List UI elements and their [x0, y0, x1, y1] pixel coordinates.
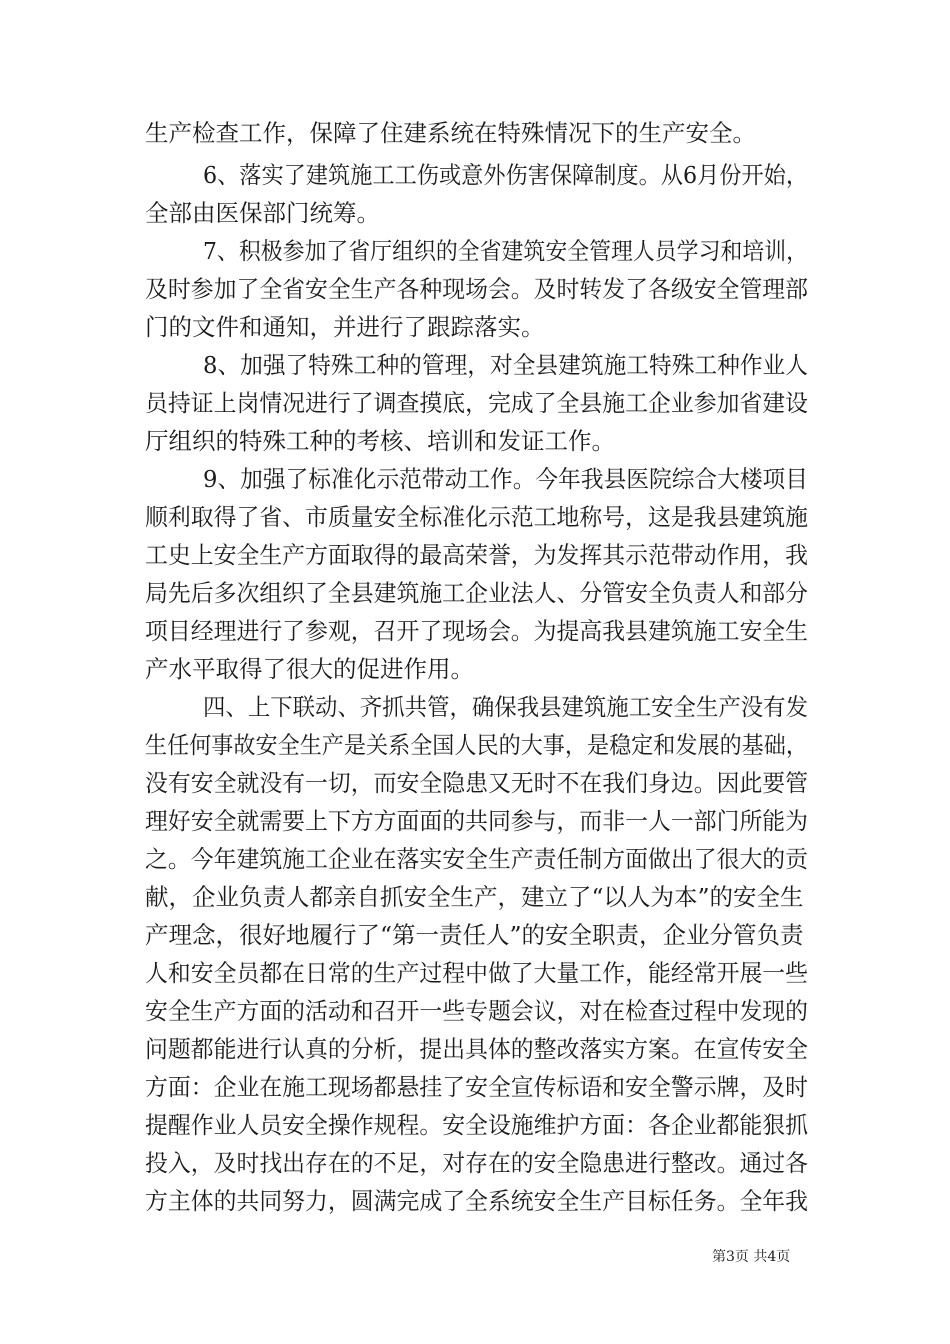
text-line-content: 方主体的共同努力，圆满完成了全系统安全生产目标任务。全年我 [145, 1187, 809, 1215]
text-line-content: 6、落实了建筑施工工伤或意外伤害保障制度。从6月份开始， [203, 161, 809, 189]
page-number: 第3页 共4页 [712, 1249, 791, 1265]
text-line-content: 之。今年建筑施工企业在落实安全生产责任制方面做出了很大的贡 [145, 845, 809, 873]
text-line-content: 提醒作业人员安全操作规程。安全设施维护方面：各企业都能狠抓 [145, 1111, 809, 1139]
text-line [0, 649, 950, 689]
text-line-content: 人和安全员都在日常的生产过程中做了大量工作，能经常开展一些 [145, 959, 809, 987]
text-line [0, 421, 950, 461]
text-line [0, 307, 950, 347]
page-footer [0, 1245, 950, 1269]
text-line-content: 没有安全就没有一切，而安全隐患又无时不在我们身边。因此要管 [145, 769, 809, 797]
text-line-content: 门的文件和通知，并进行了跟踪落实。 [145, 313, 545, 341]
text-line [0, 611, 950, 651]
text-line [0, 345, 950, 385]
text-line-content: 局先后多次组织了全县建筑施工企业法人、分管安全负责人和部分 [145, 579, 809, 607]
text-line [0, 1029, 950, 1069]
text-line [0, 915, 950, 955]
text-line [0, 459, 950, 499]
text-line-content: 献，企业负责人都亲自抓安全生产，建立了“以人为本”的安全生 [145, 883, 804, 911]
text-line [0, 1067, 950, 1107]
text-line [0, 573, 950, 613]
text-line-content: 及时参加了全省安全生产各种现场会。及时转发了各级安全管理部 [145, 275, 809, 303]
text-line [0, 991, 950, 1031]
text-line-content: 厅组织的特殊工种的考核、培训和发证工作。 [145, 427, 615, 455]
text-line-content: 工史上安全生产方面取得的最高荣誉，为发挥其示范带动作用，我 [145, 541, 809, 569]
text-line [0, 839, 950, 879]
text-line-content: 投入，及时找出存在的不足，对存在的安全隐患进行整改。通过各 [145, 1149, 809, 1177]
text-line-content: 项目经理进行了参观，召开了现场会。为提高我县建筑施工安全生 [145, 617, 809, 645]
text-line [0, 877, 950, 917]
text-line [0, 155, 950, 195]
text-line [0, 1105, 950, 1145]
text-line-content: 9、加强了标准化示范带动工作。今年我县医院综合大楼项目 [203, 465, 808, 493]
text-line [0, 383, 950, 423]
text-line-content: 方面：企业在施工现场都悬挂了安全宣传标语和安全警示牌，及时 [145, 1073, 809, 1101]
text-line [0, 725, 950, 765]
text-line-content: 员持证上岗情况进行了调查摸底，完成了全县施工企业参加省建设 [145, 389, 809, 417]
text-line [0, 269, 950, 309]
text-line-content: 8、加强了特殊工种的管理，对全县建筑施工特殊工种作业人 [203, 351, 808, 379]
text-line-content: 生任何事故安全生产是关系全国人民的大事，是稳定和发展的基础， [145, 731, 808, 759]
text-line-content: 理好安全就需要上下方方面面的共同参与，而非一人一部门所能为 [145, 807, 809, 835]
text-line-content: 产理念，很好地履行了“第一责任人”的安全职责，企业分管负责 [145, 921, 804, 949]
text-line-content: 全部由医保部门统筹。 [145, 199, 380, 227]
text-line-content: 安全生产方面的活动和召开一些专题会议，对在检查过程中发现的 [145, 997, 809, 1025]
text-line [0, 113, 950, 153]
text-line [0, 193, 950, 233]
text-line [0, 801, 950, 841]
text-line [0, 953, 950, 993]
text-line-content: 7、积极参加了省厅组织的全省建筑安全管理人员学习和培训， [203, 237, 809, 265]
text-line [0, 497, 950, 537]
text-line [0, 1181, 950, 1221]
text-line-content: 顺利取得了省、市质量安全标准化示范工地称号，这是我县建筑施 [145, 503, 809, 531]
text-line-content: 产水平取得了很大的促进作用。 [145, 655, 474, 683]
text-line [0, 763, 950, 803]
text-line [0, 535, 950, 575]
text-line-content: 问题都能进行认真的分析，提出具体的整改落实方案。在宣传安全 [145, 1035, 809, 1063]
text-line-content: 四、上下联动、齐抓共管，确保我县建筑施工安全生产没有发 [203, 693, 808, 721]
text-line [0, 687, 950, 727]
text-line-content: 生产检查工作，保障了住建系统在特殊情况下的生产安全。 [145, 119, 756, 147]
text-line [0, 231, 950, 271]
text-line [0, 1143, 950, 1183]
